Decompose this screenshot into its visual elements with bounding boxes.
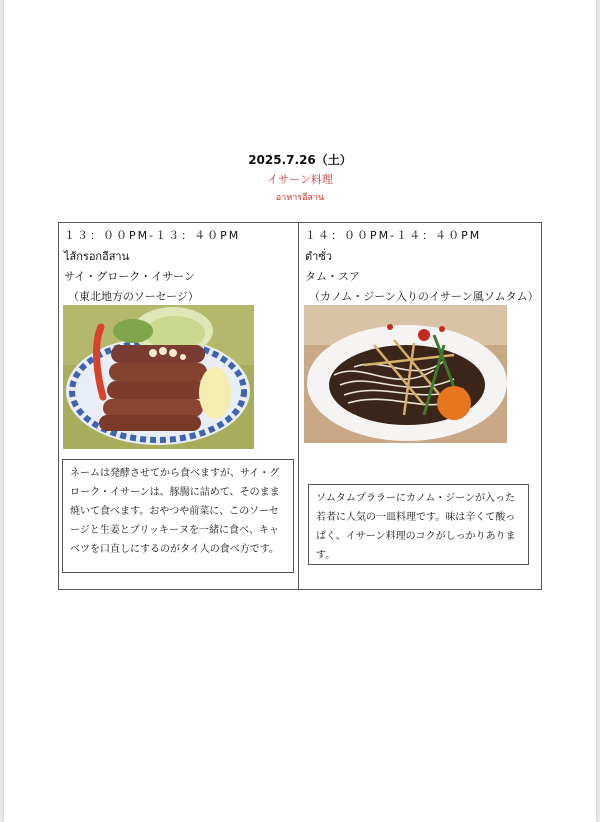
som-tam-photo-icon	[304, 305, 507, 443]
left-session-time: １３：００PM-１３：４０PM	[64, 229, 241, 242]
right-dish-name-japanese: タム・スア	[305, 270, 360, 283]
left-dish-name-japanese: サイ・グローク・イサーン	[64, 270, 196, 283]
right-session-time: １４：００PM-１４：４０PM	[305, 229, 482, 242]
sausage-photo-icon	[63, 305, 254, 449]
left-dish-subtitle: （東北地方のソーセージ）	[68, 290, 199, 303]
right-description: ソムタムプララーにカノム・ジーンが入った若者に人気の一皿料理です。味は辛くて酸っぱく、イサーン料理のコクがしっかりあります。	[308, 484, 529, 565]
right-dish-subtitle: （カノム・ジーン入りのイサーン風ソムタム）	[309, 290, 539, 303]
page-title-japanese: イサーン料理	[267, 173, 333, 186]
page-title-thai: อาหารอีสาน	[275, 193, 325, 203]
column-divider	[298, 222, 299, 590]
left-dish-name-thai: ไส้กรอกอีสาน	[64, 250, 130, 263]
right-dish-name-thai: ตำซั่ว	[305, 250, 332, 263]
event-date: 2025.7.26（土）	[248, 153, 352, 167]
left-description: ネームは発酵させてから食べますが、サイ・グローク・イサーンは、豚腸に詰めて、そのまま焼いて食べます。おやつや前菜に、このソーセージと生姜とプリッキーヌを一緒に食べ、キャベツを口直しにするのがタイ人の食べ方です。	[62, 459, 294, 573]
